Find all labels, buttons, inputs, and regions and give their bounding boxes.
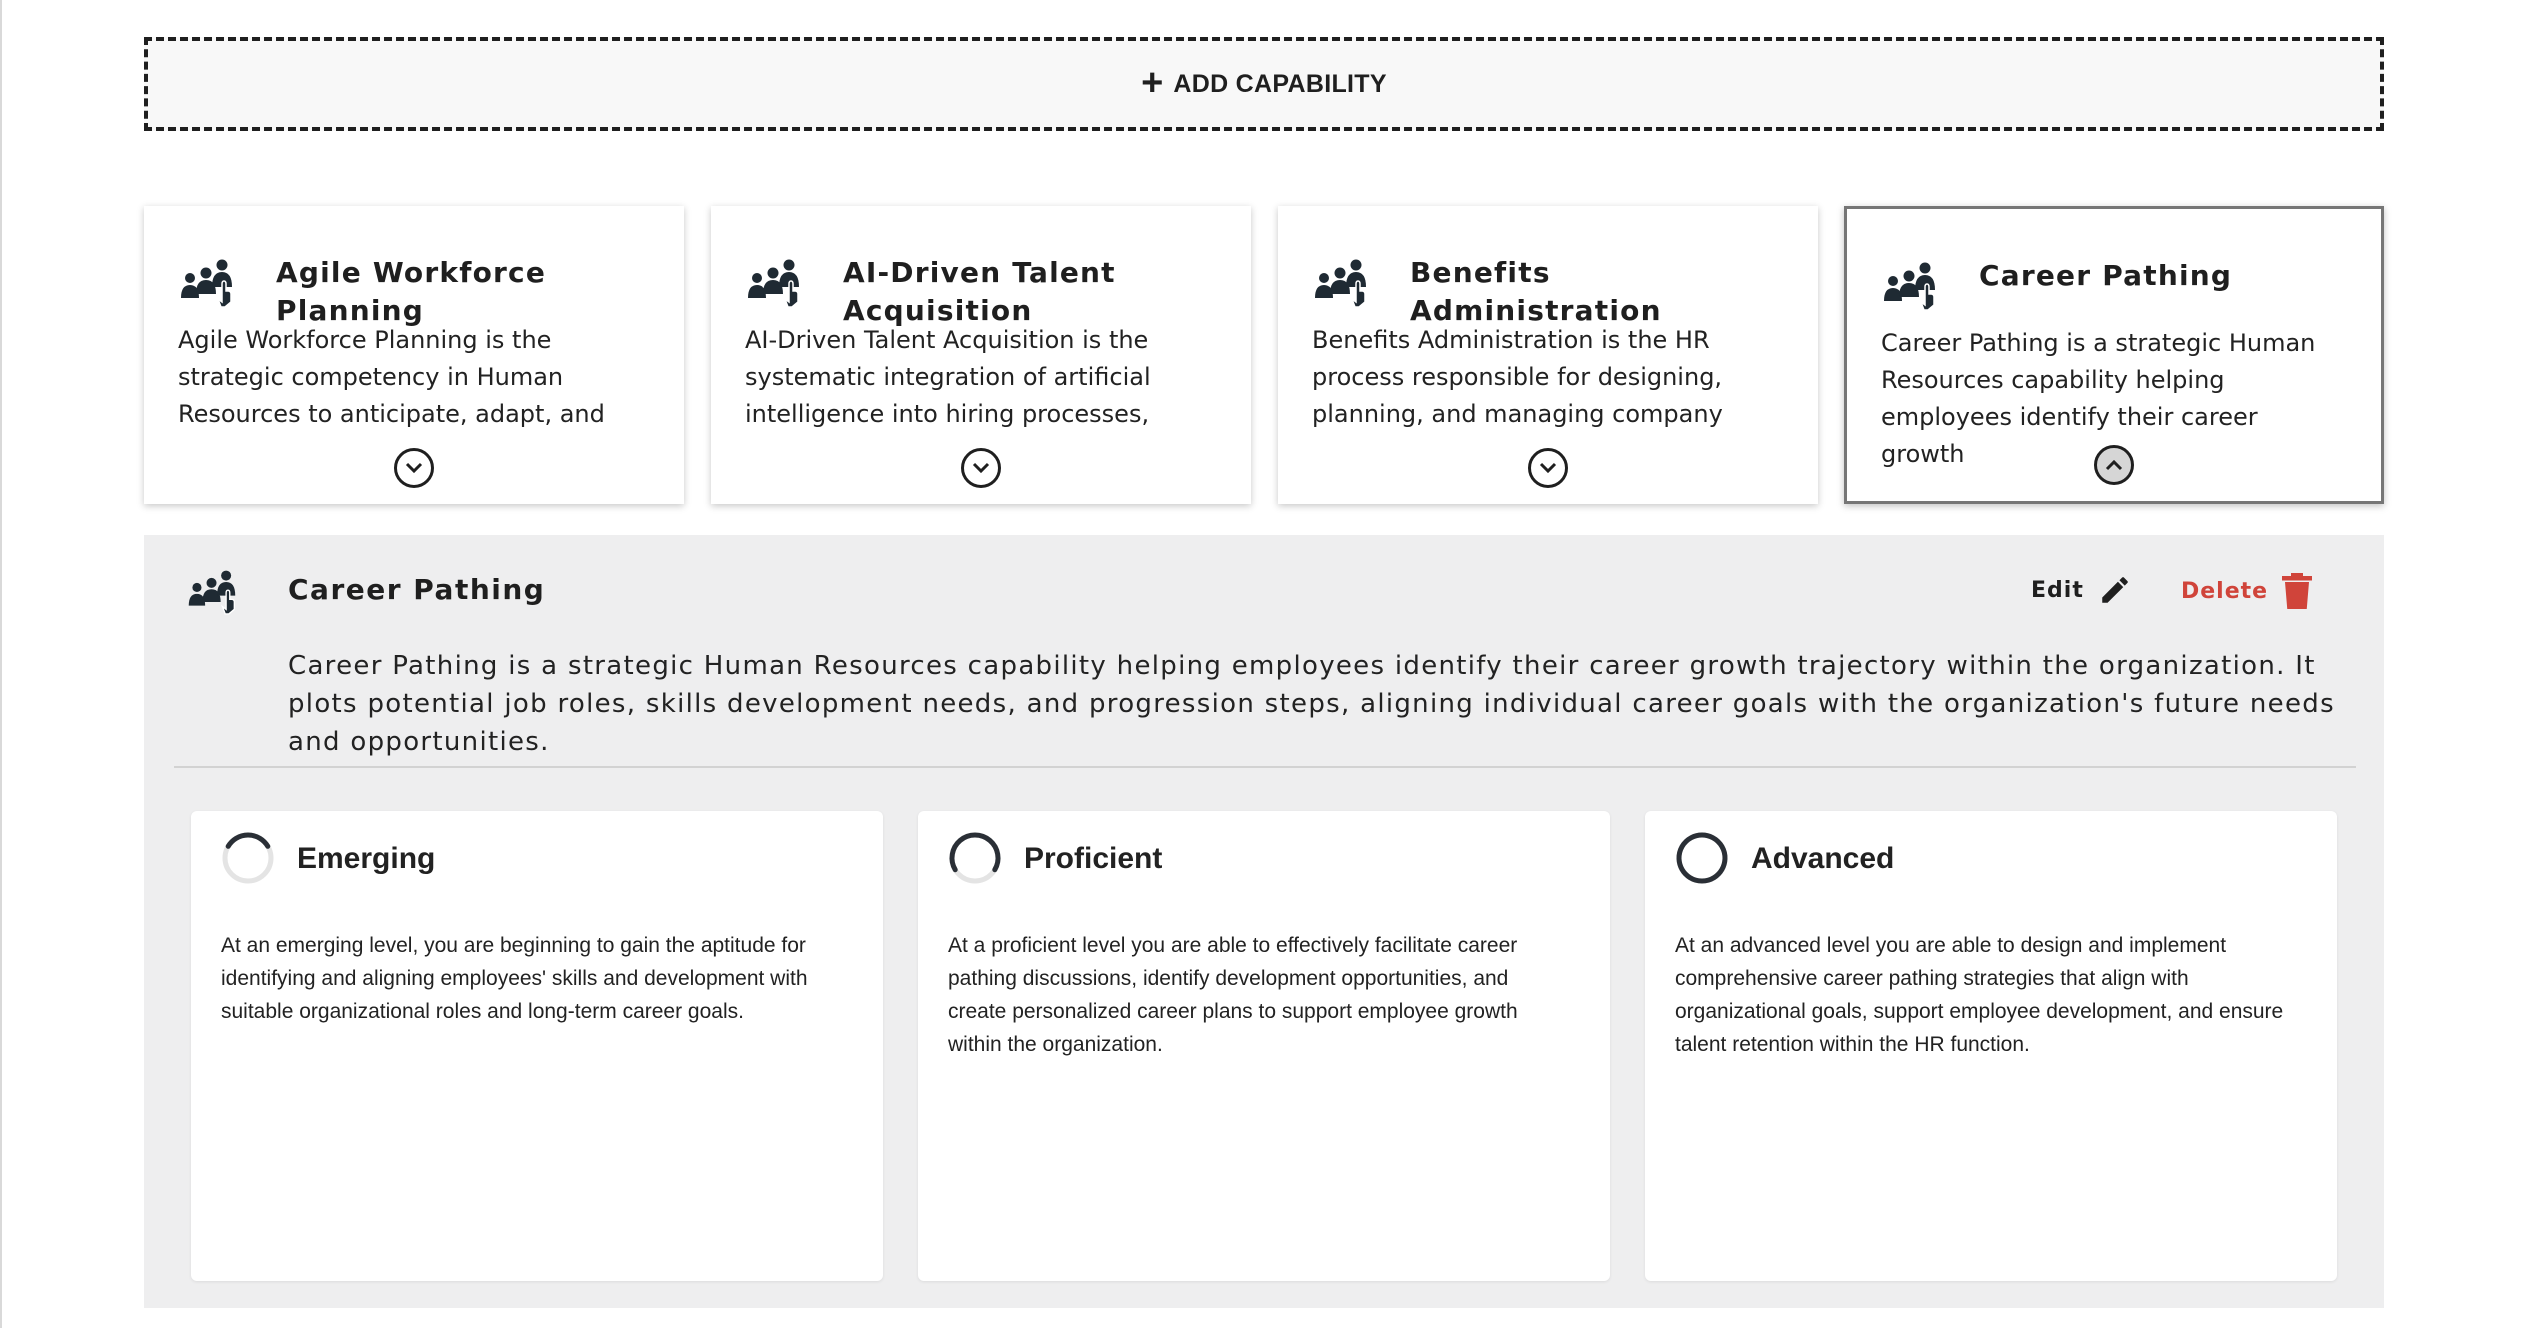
progress-ring-icon (221, 831, 275, 885)
level-description: At an emerging level, you are beginning to gain the aptitude for identifying and aligning employees' skills and development with suitable organizational roles and long-term career goals. (221, 934, 808, 1023)
capability-card-agile-workforce-planning[interactable] (144, 206, 684, 504)
people-pointer-icon (1312, 254, 1380, 312)
trash-icon (2282, 573, 2312, 609)
people-pointer-icon (178, 254, 246, 312)
edit-label: Edit (2031, 577, 2084, 603)
capability-card-career-pathing[interactable] (1844, 206, 2384, 504)
capability-card-title: Career Pathing (1979, 259, 2233, 292)
capability-detail-panel (144, 535, 2384, 1308)
delete-label: Delete (2181, 578, 2269, 604)
level-title: Proficient (1024, 842, 1163, 875)
pencil-icon (2098, 573, 2132, 607)
chevron-up-circle-icon[interactable] (2094, 445, 2134, 485)
detail-title: Career Pathing (288, 573, 546, 606)
chevron-down-circle-icon[interactable] (394, 448, 434, 488)
level-title: Advanced (1751, 842, 1895, 875)
divider (174, 766, 2356, 768)
people-pointer-icon (186, 565, 248, 619)
delete-button[interactable] (2181, 573, 2312, 609)
plus-icon: + (1141, 61, 1164, 104)
level-card-proficient (918, 811, 1610, 1281)
detail-description: Career Pathing is a strategic Human Resources capability helping employees identify their career growth trajectory within the organization. It plots potential job roles, skills development needs, and progression steps, aligning individual career goals with the organization's future needs and opportunities. (288, 651, 2335, 757)
add-capability-button[interactable] (144, 37, 2384, 131)
chevron-down-circle-icon[interactable] (961, 448, 1001, 488)
people-pointer-icon (745, 254, 813, 312)
progress-ring-icon (948, 831, 1002, 885)
capability-card-description: AI-Driven Talent Acquisition is the systematic integration of artificial intelligence into hiring processes, (745, 326, 1151, 428)
edit-button[interactable] (2031, 573, 2132, 607)
level-card-advanced (1645, 811, 2337, 1281)
progress-ring-icon (1675, 831, 1729, 885)
capability-card-description: Career Pathing is a strategic Human Resources capability helping employees identify their career growth (1881, 329, 2316, 468)
progress-arc (1679, 835, 1725, 881)
capability-card-description: Benefits Administration is the HR process responsible for designing, planning, and managing company (1312, 326, 1723, 428)
capability-card-title: Agile Workforce Planning (276, 256, 547, 327)
progress-arc (228, 835, 268, 846)
level-description: At an advanced level you are able to design and implement comprehensive career pathing strategies that align with organizational goals, support employee development, and ensure talent retention within the HR function. (1675, 934, 2284, 1056)
people-pointer-icon (1881, 257, 1949, 315)
capability-card-ai-driven-talent-acquisition[interactable] (711, 206, 1251, 504)
level-card-emerging (191, 811, 883, 1281)
add-capability-label: ADD CAPABILITY (1173, 69, 1387, 98)
level-title: Emerging (297, 842, 436, 875)
capability-card-description: Agile Workforce Planning is the strategic competency in Human Resources to anticipate, adapt, and (178, 326, 605, 428)
capability-card-title: AI-Driven Talent Acquisition (843, 256, 1116, 327)
capability-card-list (144, 206, 2384, 504)
chevron-down-circle-icon[interactable] (1528, 448, 1568, 488)
level-description: At a proficient level you are able to effectively facilitate career pathing discussions, identify development opportunities, and create personalized career plans to support employee growth within the organization. (948, 934, 1518, 1056)
progress-arc (952, 835, 998, 870)
capability-card-title: Benefits Administration (1410, 256, 1662, 327)
capability-card-benefits-administration[interactable] (1278, 206, 1818, 504)
